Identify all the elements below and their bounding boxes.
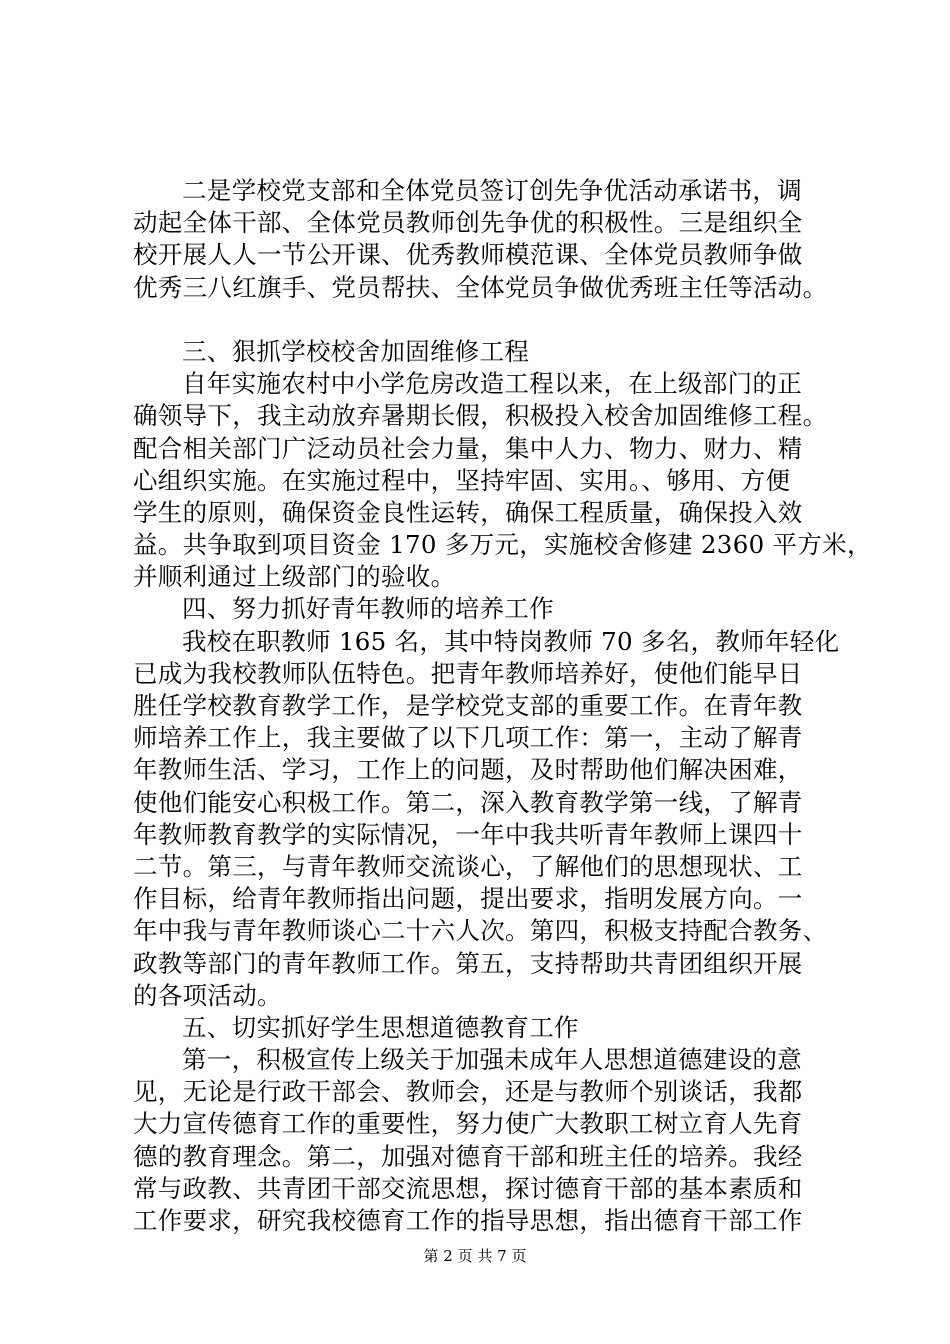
paragraph-line: 优秀三八红旗手、党员帮扶、全体党员争做优秀班主任等活动。 [133, 272, 828, 302]
page-number-label: 第 2 页 共 7 页 [423, 1247, 527, 1265]
paragraph-line: 政教等部门的青年教师工作。第五，支持帮助共青团组织开展 [133, 948, 803, 978]
page-footer [0, 1246, 950, 1266]
section-heading: 四、努力抓好青年教师的培养工作 [182, 594, 554, 624]
paragraph-line: 第一，积极宣传上级关于加强未成年人思想道德建设的意 [182, 1045, 802, 1075]
paragraph-line: 工作要求，研究我校德育工作的指导思想，指出德育干部工作 [133, 1206, 803, 1235]
paragraph-line: 配合相关部门广泛动员社会力量，集中人力、物力、财力、精 [133, 433, 803, 463]
document-body [133, 175, 872, 1237]
paragraph-line: 作目标，给青年教师指出问题，提出要求，指明发展方向。一 [133, 884, 803, 914]
section-heading: 五、切实抓好学生思想道德教育工作 [182, 1012, 579, 1042]
paragraph-line: 德的教育理念。第二，加强对德育干部和班主任的培养。我经 [133, 1141, 803, 1171]
paragraph-line: 年教师生活、学习，工作上的问题，及时帮助他们解决困难， [133, 755, 803, 785]
paragraph-line: 校开展人人一节公开课、优秀教师模范课、全体党员教师争做 [133, 240, 803, 270]
paragraph-line: 二是学校党支部和全体党员签订创先争优活动承诺书，调 [182, 176, 802, 205]
paragraph-line: 二节。第三，与青年教师交流谈心，了解他们的思想现状、工 [133, 851, 803, 881]
paragraph-line: 我校在职教师 165 名，其中特岗教师 70 多名，教师年轻化 [182, 626, 840, 656]
paragraph-line: 自年实施农村中小学危房改造工程以来，在上级部门的正 [182, 369, 802, 399]
paragraph-line: 胜任学校教育教学工作，是学校党支部的重要工作。在青年教 [133, 691, 803, 720]
paragraph-line: 动起全体干部、全体党员教师创先争优的积极性。三是组织全 [133, 208, 803, 238]
paragraph-line: 年教师教育教学的实际情况，一年中我共听青年教师上课四十 [133, 819, 803, 849]
paragraph-line: 常与政教、共青团干部交流思想，探讨德育干部的基本素质和 [133, 1173, 803, 1203]
paragraph-line: 年中我与青年教师谈心二十六人次。第四，积极支持配合教务、 [133, 916, 828, 946]
paragraph-line: 师培养工作上，我主要做了以下几项工作：第一，主动了解青 [133, 723, 803, 753]
section-heading: 三、狠抓学校校舍加固维修工程 [182, 336, 530, 366]
paragraph-line: 见，无论是行政干部会、教师会，还是与教师个别谈话，我都 [133, 1077, 803, 1107]
paragraph-line: 并顺利通过上级部门的验收。 [133, 562, 456, 592]
paragraph-line: 已成为我校教师队伍特色。把青年教师培养好，使他们能早日 [133, 658, 803, 688]
paragraph-line: 益。共争取到项目资金 170 多万元，实施校舍修建 2360 平方米， [133, 530, 872, 560]
paragraph-line: 的各项活动。 [133, 980, 282, 1010]
paragraph-line: 学生的原则，确保资金良性运转，确保工程质量，确保投入效 [133, 497, 803, 527]
paragraph-line: 使他们能安心积极工作。第二，深入教育教学第一线，了解青 [133, 787, 803, 817]
paragraph-line: 心组织实施。在实施过程中，坚持牢固、实用。、够用、方便 [133, 465, 791, 495]
paragraph-line: 确领导下，我主动放弃暑期长假，积极投入校舍加固维修工程。 [133, 401, 828, 431]
blank-line [133, 304, 853, 336]
paragraph-line: 大力宣传德育工作的重要性，努力使广大教职工树立育人先育 [133, 1109, 803, 1139]
